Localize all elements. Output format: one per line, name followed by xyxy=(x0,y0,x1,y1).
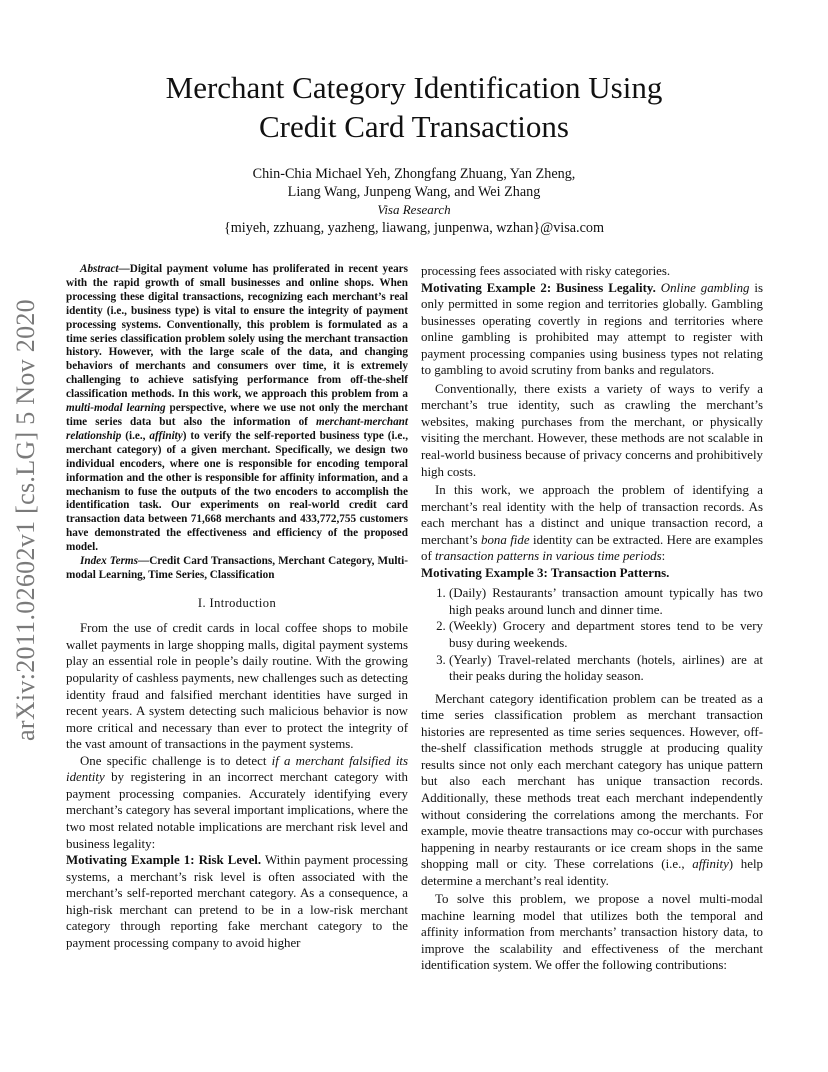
intro-p2-emph: if a merchant falsified its identity xyxy=(66,753,409,785)
continued-text: processing fees associated with risky categories. xyxy=(421,264,671,278)
abstract-text-4: ) to verify the self-reported business type (i.e., merchant category) of a given merchant. Specifically, we design two individual encoders, where one is responsible for encoding temporal information and the other is responsible for affinity information, and a mechanism to fuse the outputs of the two encoders to accomplish the identification task. Our experiments on real-world credit card transaction data between 71,668 merchants and 433,772,755 customers have demonstrated the effectiveness and efficiency of the proposed model. xyxy=(66,429,408,554)
abstract-text-3: (i.e., xyxy=(121,429,150,442)
motivating-example-1 xyxy=(66,852,408,951)
arxiv-stamp-text: arXiv:2011.02602v1 [cs.LG] 5 Nov 2020 xyxy=(11,299,40,741)
p4-text-b: identity can be extracted. Here are examples of xyxy=(421,532,763,564)
transaction-pattern-list xyxy=(421,585,763,684)
p4-text-a: In this work, we approach the problem of identifying a merchant’s real identity with the help of transaction records. As each merchant has a distinct and unique transaction record, a merchant’s xyxy=(421,483,763,547)
abstract xyxy=(66,263,408,555)
arxiv-stamp xyxy=(6,285,46,755)
left-column xyxy=(66,263,408,951)
paragraph-this-work xyxy=(421,482,763,565)
intro-p2-text-b: by registering in an incorrect merchant category with payment processing companies. Accurately identifying every merchant’s category has several important implications, where the two most related notable implications are merchant risk level and business legality: xyxy=(66,770,408,851)
p5-emph: affinity xyxy=(692,857,729,872)
index-terms-label: Index Terms xyxy=(80,555,138,568)
abstract-text-2: perspective, where we use not only the merchant time series data but also the information of xyxy=(66,402,409,428)
abstract-label: Abstract xyxy=(80,263,119,275)
motivating-example-2 xyxy=(421,280,763,379)
right-column xyxy=(421,263,763,974)
section-heading-introduction: I. Introduction xyxy=(197,595,277,610)
index-terms-text: —Credit Card Transactions, Merchant Category, Multi-modal Learning, Time Series, Classification xyxy=(66,555,408,581)
motivating-example-3 xyxy=(421,565,763,582)
emails: {miyeh, zzhuang, yazheng, liawang, junpenwa, wzhan}@visa.com xyxy=(223,220,605,236)
title-line-1: Merchant Category Identification Using xyxy=(165,70,663,105)
motivating-example-2-text: is only permitted in some region and territories globally. Gambling businesses operating covertly in regions and territories where online gambling is prohibited may attempt to register with payment processing companies using business types not relating to gambling to avoid scrutiny from banks and regulators. xyxy=(421,280,763,378)
paper-title xyxy=(0,68,828,146)
paragraph-classification xyxy=(421,691,763,890)
paragraph-conventional: Conventionally, there exists a variety of ways to verify a merchant’s true identity, such as crawling the merchant’s websites, making purchases from the merchant, or physically visiting the merchant. However, these methods are not scalable in real-world business because of privacy concerns and prohibitively high costs. xyxy=(421,381,763,479)
authors-line-1: Chin-Chia Michael Yeh, Zhongfang Zhuang, Yan Zheng, xyxy=(252,166,576,182)
abstract-emph-1: multi-modal learning xyxy=(66,402,166,415)
abstract-text-1: —Digital payment volume has proliferated in recent years with the rapid growth of small businesses and online shops. When processing these digital transactions, recognizing each merchant’s real identity (i.e., business type) is vital to ensure the integrity of payment processing systems. Conventionally, this problem is formulated as a time series classification problem solely using the merchant transaction history. However, with the large scale of the data, and changing behaviors of merchants and consumers over time, it is extremely challenging to achieve satisfying performance from off-the-shelf classification methods. In this work, we approach this problem from a xyxy=(66,263,408,401)
p4-emph-2: transaction patterns in various time periods xyxy=(434,549,662,564)
motivating-example-2-emph: Online gambling xyxy=(660,280,750,295)
p5-text-a: Merchant category identification problem can be treated as a time series classification problem as merchant transaction histories are represented as time series sequences. However, off-the-shelf classification methods struggle at producing quality results since not only each merchant category has unique pattern but also each merchant has unique transaction records. Additionally, these methods treat each merchant independently without considering the correlations among the merchants. For example, movie theatre transactions may co-occur with purchases happening in nearby restaurants or ice cream shops in the same shopping mall or city. These correlations (i.e., xyxy=(421,691,763,872)
authors-line-2: Liang Wang, Junpeng Wang, and Wei Zhang xyxy=(287,184,541,200)
index-terms xyxy=(66,555,408,583)
motivating-example-1-label: Motivating Example 1: Risk Level. xyxy=(66,853,262,868)
author-block xyxy=(0,165,828,237)
list-item: 3. (Yearly) Travel-related merchants (hotels, airlines) are at their peaks during the holiday season. xyxy=(449,652,763,685)
abstract-emph-2: merchant-merchant relationship xyxy=(66,415,408,442)
abstract-emph-3: affinity xyxy=(149,429,183,442)
p5-text-b: ) help determine a merchant’s real identity. xyxy=(421,857,763,888)
motivating-example-2-label: Motivating Example 2: Business Legality. xyxy=(421,280,656,295)
p4-emph-1: bona fide xyxy=(481,532,530,547)
paragraph-contributions: To solve this problem, we propose a novel multi-modal machine learning model that utilizes both the temporal and affinity information from merchants’ transaction history data, to improve the scalability and effectiveness of the merchant identification system. We offer the following contributions: xyxy=(421,892,763,973)
affiliation: Visa Research xyxy=(377,202,451,217)
motivating-example-3-label: Motivating Example 3: Transaction Patterns. xyxy=(421,565,670,580)
motivating-example-1-text: Within payment processing systems, a merchant’s risk level is often associated with the merchant’s self-reported merchant category. As a consequence, a high-risk merchant can pretend to be in a low-risk merchant category through reporting fake merchant category to the payment processing company to avoid higher xyxy=(66,853,408,950)
list-item: 2. (Weekly) Grocery and department stores tend to be very busy during weekends. xyxy=(449,618,763,651)
p4-text-c: : xyxy=(661,549,666,564)
intro-paragraph-2 xyxy=(66,753,408,852)
intro-p2-text-a: One specific challenge is to detect xyxy=(80,753,272,768)
title-line-2: Credit Card Transactions xyxy=(259,109,569,144)
intro-paragraph-1: From the use of credit cards in local coffee shops to mobile wallet payments in large shopping malls, digital payment systems play an essential role in people’s daily routine. With the growing popularity of cashless payments, new challenges such as detecting identity fraud and falsified merchant identities have surged in recent years. A system detecting such malicious behavior is now more critical and necessary than ever to protect the integrity of the vast amount of transactions in the payment systems. xyxy=(66,621,408,752)
list-item: 1. (Daily) Restaurants’ transaction amount typically has two high peaks around lunch and dinner time. xyxy=(449,585,763,618)
